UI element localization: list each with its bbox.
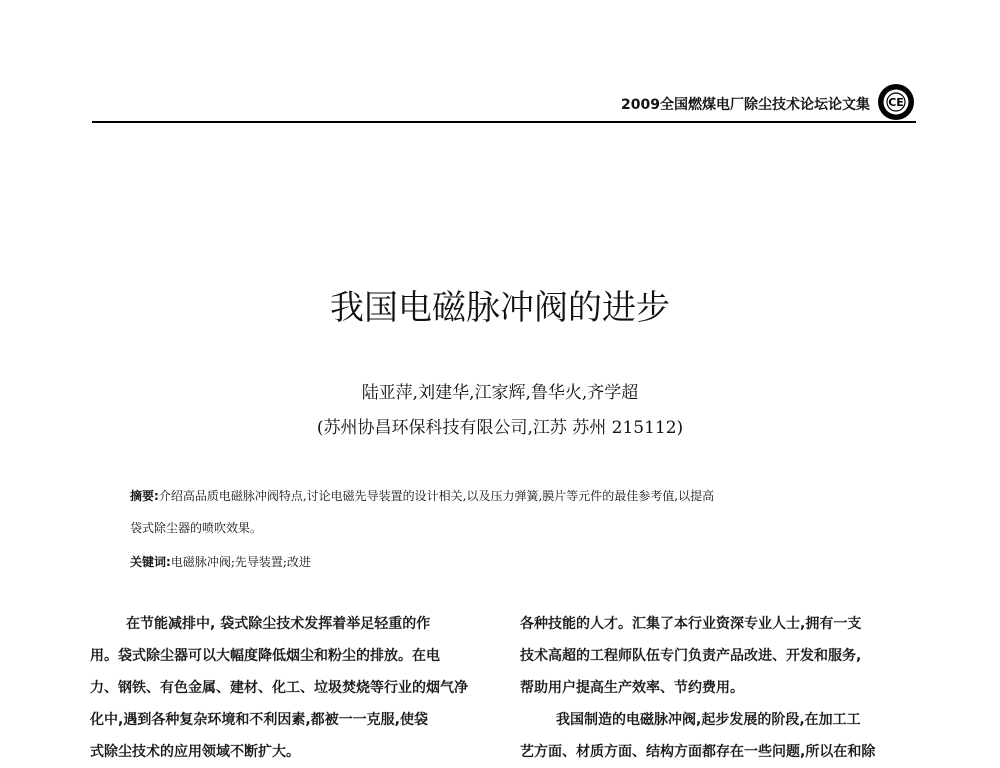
- body-left-line-1: 在节能减排中, 袋式除尘技术发挥着举足轻重的作: [126, 616, 431, 632]
- keywords-label: 关键词:: [130, 555, 171, 569]
- author-list: 陆亚萍,刘建华,江家辉,鲁华火,齐学超: [361, 383, 639, 403]
- body-column-left: [90, 608, 490, 768]
- abstract-text-line-1: 介绍高品质电磁脉冲阀特点,讨论电磁先导装置的设计相关,以及压力弹簧,膜片等元件的最佳参考值,以提高: [158, 489, 715, 503]
- body-right-line-4: 我国制造的电磁脉冲阀,起步发展的阶段,在加工工: [556, 712, 861, 728]
- abstract-text-line-2: 袋式除尘器的喷吹效果。: [130, 521, 263, 535]
- keywords-text: 电磁脉冲阀;先导装置;改进: [170, 555, 311, 569]
- body-left-line-4: 化中,遇到各种复杂环境和不利因素,都被一一克服,使袋: [90, 712, 428, 728]
- abstract-line: [130, 480, 900, 512]
- body-right-line-1: 各种技能的人才。汇集了本行业资深专业人士,拥有一支: [520, 616, 862, 632]
- body-right-line-5: 艺方面、材质方面、结构方面都存在一些问题,所以在和除: [520, 744, 876, 760]
- body-left-line-3: 力、钢铁、有色金属、建材、化工、垃圾焚烧等行业的烟气净: [90, 680, 468, 696]
- author-affiliation: (苏州协昌环保科技有限公司,江苏 苏州 215112): [316, 418, 684, 438]
- journal-logo-text: CE: [888, 96, 904, 109]
- paper-title: 我国电磁脉冲阀的进步: [330, 288, 670, 328]
- abstract-section: [130, 480, 900, 544]
- body-left-line-2: 用。袋式除尘器可以大幅度降低烟尘和粉尘的排放。在电: [90, 648, 440, 664]
- journal-logo-icon: [876, 82, 916, 122]
- running-header-title: 2009全国燃煤电厂除尘技术论坛论文集: [621, 97, 870, 113]
- keywords-section: [130, 546, 900, 578]
- abstract-label: 摘要:: [130, 489, 159, 503]
- body-right-line-2: 技术高超的工程师队伍专门负责产品改进、开发和服务,: [520, 648, 862, 664]
- body-column-right: [520, 608, 920, 768]
- body-left-line-5: 式除尘技术的应用领域不断扩大。: [90, 744, 300, 760]
- header-divider: [92, 121, 916, 123]
- body-right-line-3: 帮助用户提高生产效率、节约费用。: [520, 680, 744, 696]
